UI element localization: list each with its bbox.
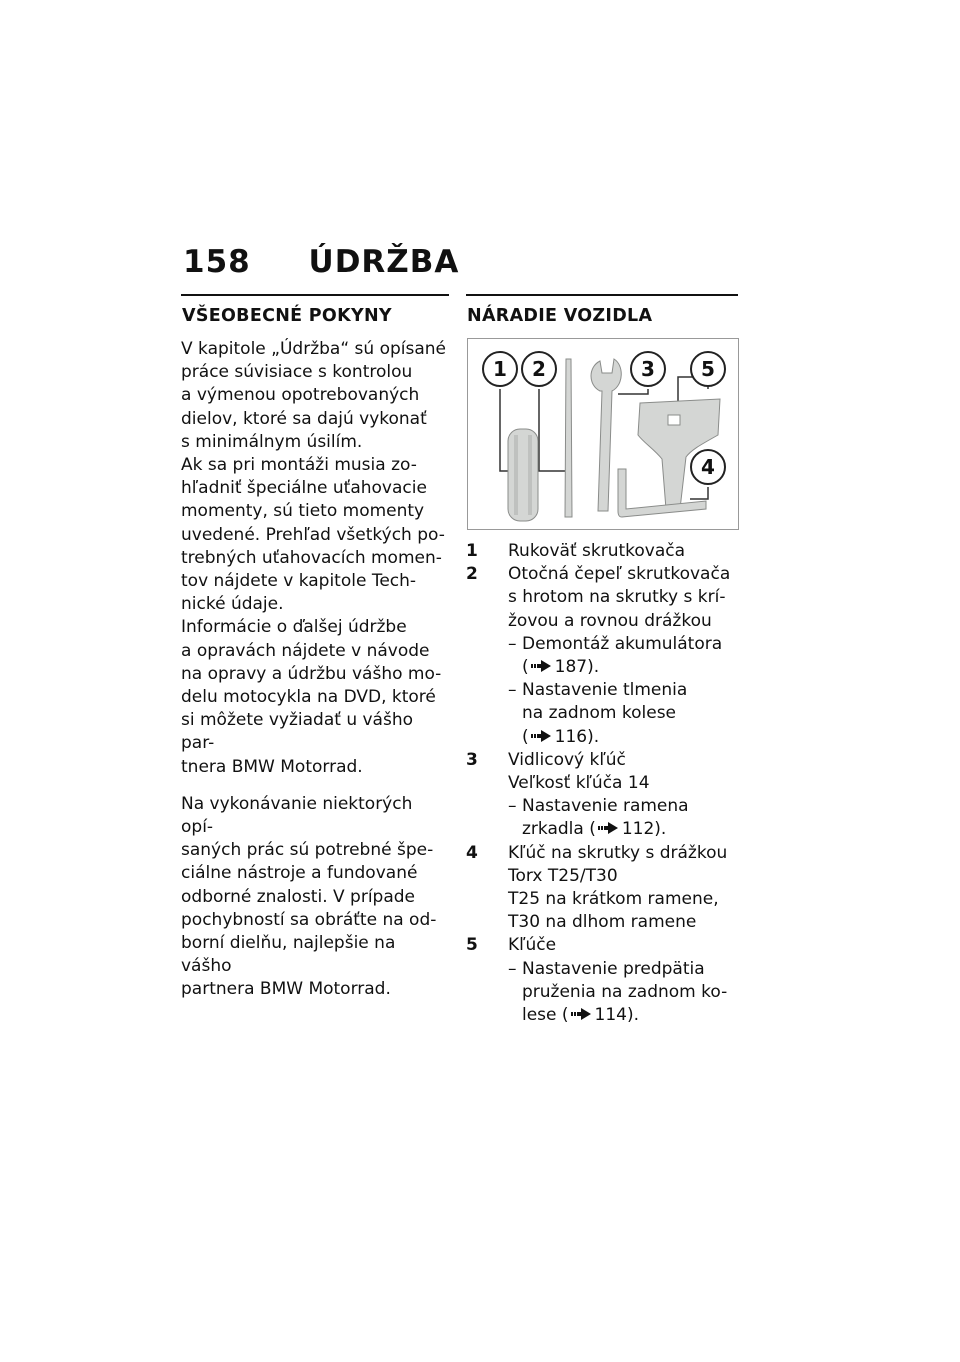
item-number: 3 <box>466 749 478 770</box>
item-text: Otočná čepeľ skrutkovača s hrotom na skrutky s krí- žovou a rovnou drážkou <box>508 564 731 631</box>
tool-item-2 <box>466 563 738 749</box>
arrow-right-icon <box>531 730 551 742</box>
section-divider <box>466 294 738 296</box>
arrow-right-icon <box>571 1008 591 1020</box>
paragraph-intro: V kapitole „Údržba“ sú opísané práce súvisiace s kontrolou a výmenou opotrebovaných dielov, ktoré sa dajú vykonať s minimálnym úsilím. Ak sa pri montáži musia zo- hľadniť špeciálne uťahovacie momenty, sú tieto momenty uvedené. Prehľad všetkých po- trebných uťahovacích momen- tov nájdete v kapitole Tech- nické údaje. Informácie o ďalšej údržbe a opravách nájdete v návode na opravy a údržbu vášho mo- delu motocykla na DVD, ktoré si môžete vyžiadať u vášho par- tnera BMW Motorrad. <box>181 339 446 777</box>
callout-5: 5 <box>701 357 715 381</box>
tool-list <box>466 540 738 1027</box>
arrow-right-icon <box>531 660 551 672</box>
item-number: 2 <box>466 564 478 585</box>
item-number: 5 <box>466 935 478 956</box>
sub-text: Nastavenie ramena zrkadla ( <box>522 796 689 840</box>
tool-item-4 <box>466 842 738 935</box>
general-instructions-section <box>181 294 449 1002</box>
reference-page: 187). <box>554 657 600 678</box>
sub-text: Nastavenie tlmenia na zadnom kolese ( <box>522 680 688 747</box>
callout-1: 1 <box>493 357 507 381</box>
dash: – <box>508 633 517 654</box>
page-reference-link[interactable] <box>569 1005 639 1025</box>
vehicle-tools-section <box>466 294 738 1027</box>
page-reference-link[interactable] <box>596 819 666 839</box>
page-number: 158 <box>183 244 251 280</box>
item-text: Rukoväť skrutkovača <box>508 541 686 561</box>
dash: – <box>508 680 517 701</box>
section-divider <box>181 294 449 296</box>
sub-item <box>508 679 738 749</box>
tool-item-1 <box>466 540 738 563</box>
tool-item-5 <box>466 934 738 1027</box>
section-heading: NÁRADIE VOZIDLA <box>467 306 653 326</box>
reference-page: 112). <box>621 819 667 840</box>
sub-text: Nastavenie predpätia pruženia na zadnom ko- lese ( <box>522 958 728 1026</box>
dash: – <box>508 796 517 817</box>
item-text: Kľúč na skrutky s drážkou Torx T25/T30 T25 na krátkom ramene, T30 na dlhom ramene <box>508 842 728 933</box>
reference-page: 116). <box>554 726 600 747</box>
callout-4: 4 <box>701 455 715 479</box>
item-number: 1 <box>466 541 478 561</box>
toolkit-illustration <box>467 338 739 530</box>
dash: – <box>508 958 517 979</box>
page-reference-link[interactable] <box>529 727 599 747</box>
callout-2: 2 <box>532 357 546 381</box>
tool-item-3 <box>466 749 738 842</box>
paragraph-special-tools: Na vykonávanie niektorých opí- saných prác sú potrebné špe- ciálne nástroje a fundované odborné znalosti. V prípade pochybností sa obráťte na od- borní dielňu, najlepšie na vášho partnera BMW Motorrad. <box>181 793 437 1000</box>
section-heading: VŠEOBECNÉ POKYNY <box>182 306 392 326</box>
sub-item <box>508 795 738 841</box>
sub-item <box>508 633 738 679</box>
sub-item <box>508 958 738 1028</box>
page-reference-link[interactable] <box>529 657 599 677</box>
item-text: Kľúče <box>508 935 557 956</box>
item-number: 4 <box>466 842 478 863</box>
item-text: Vidlicový kľúč Veľkosť kľúča 14 <box>508 749 650 794</box>
sub-text: Demontáž akumulátora ( <box>522 633 723 678</box>
chapter-title: ÚDRŽBA <box>308 244 460 280</box>
arrow-right-icon <box>598 822 618 834</box>
callout-3: 3 <box>641 357 655 381</box>
reference-page: 114). <box>594 1005 640 1026</box>
toolkit-drawing <box>468 339 738 529</box>
page-header <box>183 244 459 280</box>
